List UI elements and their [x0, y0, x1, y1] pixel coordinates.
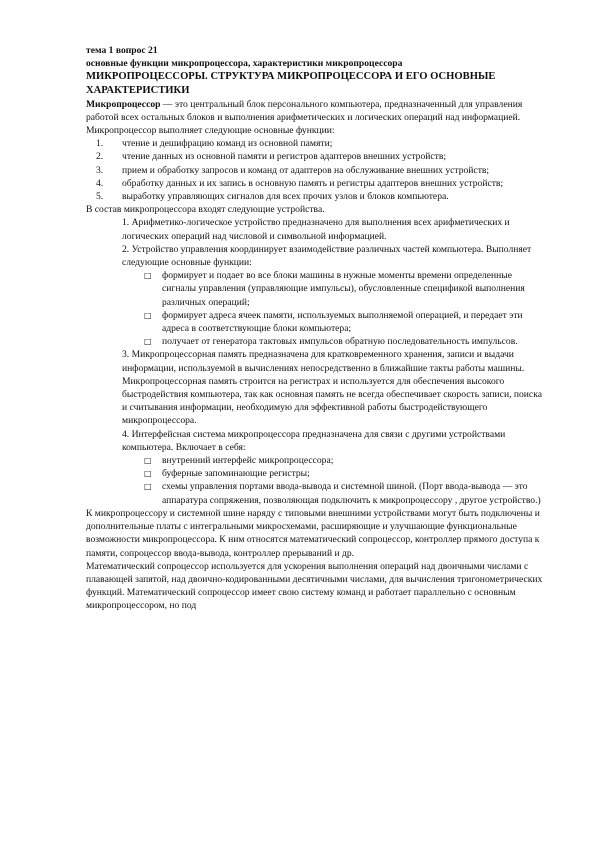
list-text: чтение и дешифрацию команд из основной памяти;	[122, 138, 333, 150]
intro-paragraph	[86, 98, 545, 124]
intro-definition: — это центральный блок персонального компьютера, предназначенный для управления работой всех остальных блоков и выполнения арифметических и логических операций над информацией.	[86, 98, 523, 123]
list-item	[86, 177, 545, 190]
list-item	[86, 164, 545, 177]
list-item	[122, 454, 545, 467]
intro-term: Микропроцессор	[86, 98, 161, 110]
bullet-square-icon: □	[144, 310, 152, 320]
interface-items-list	[122, 454, 545, 507]
list-text: прием и обработку запросов и команд от адаптеров на обслуживание внешних устройств;	[122, 164, 490, 176]
subtopic-line: основные функции микропроцессора, характеристики микропроцессора	[86, 58, 403, 70]
units-block	[86, 216, 545, 506]
list-text: выработку управляющих сигналов для всех прочих узлов и блоков компьютера.	[122, 191, 449, 203]
list-item	[86, 190, 545, 203]
list-number: 5.	[96, 191, 104, 203]
list-number: 3.	[96, 164, 104, 176]
list-text: получает от генератора тактовых импульсов обратную последовательность импульсов.	[162, 336, 518, 348]
unit-memory: 3. Микропроцессорная память предназначена для кратковременного хранения, записи и выдачи информации, используемой в вычислениях непосредственно в ближайшие такты работы машины. Микропроцессорная память строится на регистрах и используется для обеспечения высокого быстродействия компьютера, так как основная память не всегда обеспечивает скорость записи, поиска и считывания информации, необходимую для эффективной работы быстродействующего микропроцессора.	[122, 349, 542, 427]
bullet-square-icon: □	[144, 469, 152, 479]
list-number: 1.	[96, 138, 104, 150]
topic-line: тема 1 вопрос 21	[86, 45, 158, 56]
list-text: внутренний интерфейс микропроцессора;	[162, 455, 334, 467]
list-number: 4.	[96, 177, 104, 189]
bullet-square-icon: □	[144, 456, 152, 466]
list-text: схемы управления портами ввода-вывода и системной шиной. (Порт ввода-вывода — это аппаратура сопряжения, позволяющая подключить к микропроцессору , другое устройство.)	[162, 481, 541, 506]
bullet-square-icon: □	[144, 482, 152, 492]
document-title: МИКРОПРОЦЕССОРЫ. СТРУКТУРА МИКРОПРОЦЕССОРА И ЕГО ОСНОВНЫЕ ХАРАКТЕРИСТИКИ	[86, 71, 496, 96]
functions-list	[86, 137, 545, 203]
list-item	[122, 309, 545, 335]
list-item	[122, 335, 545, 348]
control-functions-list	[122, 269, 545, 348]
list-item	[86, 137, 545, 150]
bullet-square-icon: □	[144, 337, 152, 347]
unit-interface: 4. Интерфейсная система микропроцессора предназначена для связи с другими устройствами компьютера. Включает в себя:	[122, 428, 506, 453]
expansion-paragraph: К микропроцессору и системной шине наряду с типовыми внешними устройствами могут быть подключены и дополнительные платы с интегральными микросхемами, расширяющие и улучшающие функциональные возможности микропроцессора. К ним относятся математический сопроцессор, контроллер прямого доступа к памяти, сопроцессор ввода-вывода, контроллер прерываний и др.	[86, 507, 540, 559]
coprocessor-paragraph: Математический сопроцессор используется для ускорения выполнения операций над двоичными числами с плавающей запятой, над двоично-кодированными десятичными числами, для вычисления тригонометрических функций. Математический сопроцессор имеет свою систему команд и работает параллельно с основным микропроцессором, но под	[86, 560, 543, 612]
unit-control: 2. Устройство управления координирует взаимодействие различных частей компьютера. Выполняет следующие основные функции:	[122, 243, 532, 269]
list-number: 2.	[96, 151, 104, 163]
list-item	[122, 269, 545, 309]
unit-alu: 1. Арифметико-логическое устройство предназначено для выполнения всех арифметических и логических операций над числовой и символьной информацией.	[122, 217, 510, 242]
list-text: формирует и подает во все блоки машины в нужные моменты времени определенные сигналы управления (управляющие импульсы), обусловленные спецификой выполнения различных операций;	[162, 270, 525, 308]
composition-intro: В состав микропроцессора входят следующие устройства.	[86, 204, 325, 216]
list-text: формирует адреса ячеек памяти, используемых выполняемой операцией, и передает эти адреса в соответствующие блоки компьютера;	[162, 309, 523, 335]
list-text: буферные запоминающие регистры;	[162, 468, 310, 480]
functions-intro: Микропроцессор выполняет следующие основные функции:	[86, 125, 335, 136]
bullet-square-icon: □	[144, 271, 152, 281]
list-item	[122, 480, 545, 506]
list-text: чтение данных из основной памяти и регистров адаптеров внешних устройств;	[122, 151, 447, 163]
list-text: обработку данных и их запись в основную память и регистры адаптеров внешних устройств;	[122, 177, 504, 189]
list-item	[122, 467, 545, 480]
list-item	[86, 150, 545, 163]
